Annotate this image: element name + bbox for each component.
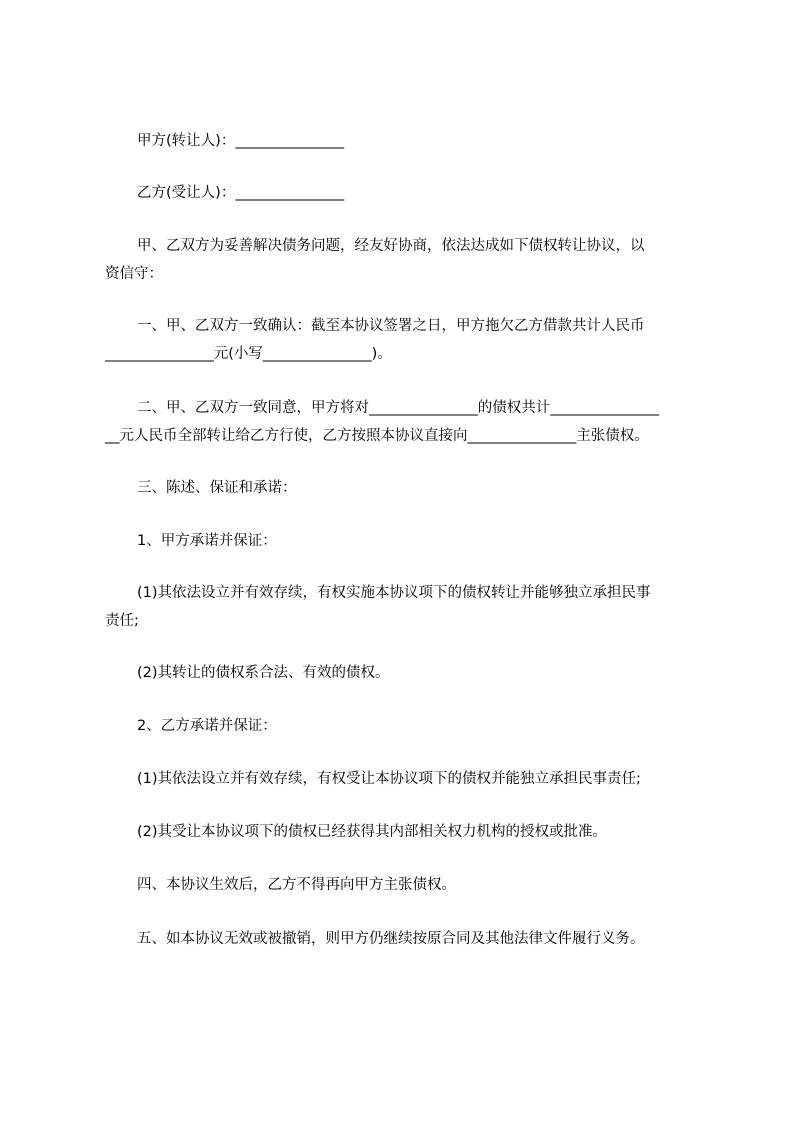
clause-5: 五、如本协议无效或被撤销，则甲方仍继续按原合同及其他法律文件履行义务。 [137, 931, 645, 947]
clause-1-line-2: _______________元(小写_______________)。 [105, 346, 392, 362]
clause-3-heading: 三、陈述、保证和承诺： [137, 480, 297, 496]
clause-1-line-1: 一、甲、乙双方一致确认：截至本协议签署之日，甲方拖欠乙方借款共计人民币 [137, 318, 645, 334]
preamble-line-1: 甲、乙双方为妥善解决债务问题，经友好协商，依法达成如下债权转让协议，以 [137, 238, 645, 254]
party-a-commitment-heading: 1、甲方承诺并保证： [137, 533, 277, 549]
party-b-commitment-heading: 2、乙方承诺并保证： [137, 718, 277, 734]
clause-2-line-2: __元人民币全部转让给乙方行使，乙方按照本协议直接向_______________主张债权。 [105, 428, 649, 444]
preamble-line-2: 资信守： [105, 266, 163, 282]
party-a-item-2: (2)其转让的债权系合法、有效的债权。 [137, 665, 390, 681]
party-a-line: 甲方(转让人)：_______________ [137, 133, 345, 149]
party-b-line: 乙方(受让人)：_______________ [137, 185, 345, 201]
party-a-item-1-line-1: (1)其依法设立并有效存续，有权实施本协议项下的债权转让并能够独立承担民事 [137, 585, 651, 601]
clause-4: 四、本协议生效后，乙方不得再向甲方主张债权。 [137, 877, 456, 893]
clause-2-line-1: 二、甲、乙双方一致同意，甲方将对_______________的债权共计_______________ [137, 400, 659, 416]
party-b-item-1: (1)其依法设立并有效存续，有权受让本协议项下的债权并能独立承担民事责任; [137, 771, 641, 787]
party-b-item-2: (2)其受让本协议项下的债权已经获得其内部相关权力机构的授权或批准。 [137, 824, 608, 840]
party-a-item-1-line-2: 责任; [105, 613, 139, 629]
